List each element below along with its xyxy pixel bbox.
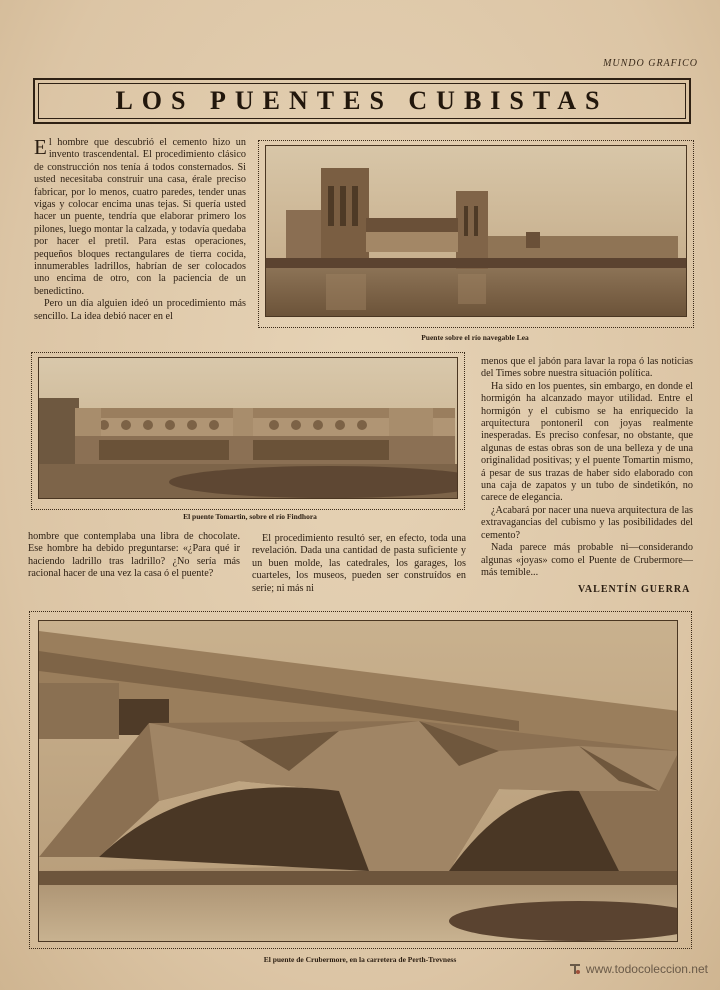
watermark bbox=[568, 962, 708, 976]
caption-photo2: El puente Tomartin, sobre el río Findhora bbox=[183, 512, 317, 521]
title-box bbox=[33, 78, 691, 124]
caption-photo3: El puente de Crubermore, en la carretera de Perth-Trevness bbox=[263, 955, 457, 964]
photo-tomartin-bridge bbox=[38, 357, 458, 499]
paragraph-col3-3: ¿Acabará por nacer una nueva arquitectura de las extravagancias del cubismo y las posibilidades del cemento? bbox=[481, 504, 693, 541]
paragraph-2: Pero un día alguien ideó un procedimiento más sencillo. La idea debió nacer en el bbox=[34, 298, 246, 322]
photo-lea-bridge bbox=[265, 145, 687, 317]
intro-text bbox=[34, 137, 246, 323]
col2-text bbox=[252, 533, 466, 595]
paragraph-col2-1: El procedimiento resultó ser, en efecto, toda una revelación. Dada una cantidad de pasta suficiente y un buen molde, las catedrales, los garages, los cuarteles, los museos, pueden ser construídos en serie; ni más ni bbox=[252, 533, 466, 594]
paragraph-col3-1: menos que el jabón para lavar la ropa ó las noticias del Times sobre nuestra situación política. bbox=[481, 356, 693, 380]
author-signature: VALENTÍN GUERRA bbox=[578, 584, 691, 595]
watermark-text: www.todocoleccion.net bbox=[585, 962, 708, 976]
dropcap-letter: E bbox=[34, 135, 47, 159]
paragraph-col1-cont: hombre que contemplaba una libra de chocolate. Ese hombre ha debido preguntarse: «¿Para qué ir haciendo ladrillo tras ladrillo? ¿No sería más racional hacer de una vez la casa ó el puente? bbox=[28, 531, 240, 580]
article-title: LOS PUENTES CUBISTAS bbox=[115, 86, 609, 115]
paragraph-col3-2: Ha sido en los puentes, sin embargo, en donde el hormigón ha alcanzado mayor utilidad. Entre el hormigón y el cubismo se ha enriquecido la arquitectura pontoneril con joyas realmente inesperadas. Es preciso confesar, no obstante, que algunas de estas obras son de una belleza y de una originalidad positivas; y el puente Tomartin mismo, á pesar de sus trazas de haber sido elaborado con una caja de zapatos y un tubo de sindetikón, no carece de elegancia. bbox=[481, 380, 693, 504]
photo-crubermore-bridge bbox=[38, 620, 678, 942]
right-column-text bbox=[481, 356, 693, 579]
masthead: MUNDO GRAFICO bbox=[603, 58, 698, 69]
paragraph-1: l hombre que descubrió el cemento hizo un invento trascendental. El procedimiento clásico de construcción nos tenía á todos consternados. Si usted necesitaba construir una casa, érale preciso fabricar, por lo menos, cuatro paredes, tender unas vigas y colocar encima unas tejas. Si quería usted hacer un puente, tendría que elaborar primero los pilones, luego montar la calzada, y todavía quedaba por hacer el pretil. Para estas operaciones, pequeños bloques rectangulares de tierra cocida, innumerables ladrillos, habrían de ser colocados uno encima de otro, con la paciencia de un benedictino. bbox=[34, 137, 246, 297]
col1-continuation bbox=[28, 531, 240, 581]
paragraph-col3-4: Nada parece más probable ni—considerando algunas «joyas» como el Puente de Crubermore—más temible... bbox=[481, 542, 693, 578]
caption-photo1: Puente sobre el río navegable Lea bbox=[421, 333, 529, 342]
watermark-logo-icon bbox=[568, 962, 582, 976]
